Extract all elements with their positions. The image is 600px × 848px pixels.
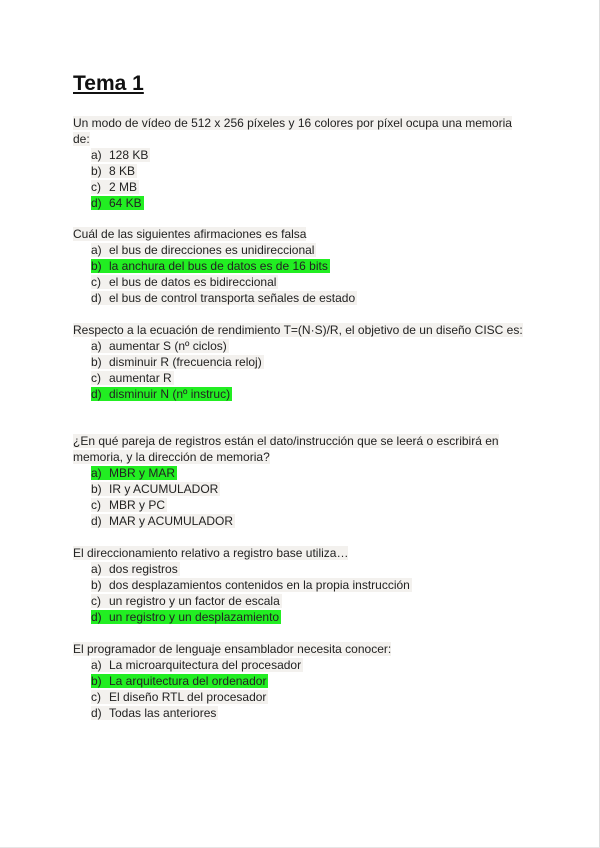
- answer-option: [73, 657, 523, 673]
- answer-option-letter: c): [91, 275, 101, 289]
- answer-option-letter: a): [91, 148, 102, 162]
- answer-option-text: disminuir N (nº instruc): [109, 387, 231, 401]
- answer-option-letter: a): [91, 339, 102, 353]
- answer-option: [73, 689, 523, 705]
- answer-option-letter: b): [91, 355, 102, 369]
- question-text: ¿En qué pareja de registros están el dato/instrucción que se leerá o escribirá en memoria, y la dirección de memoria?: [73, 434, 499, 464]
- question-block: [73, 641, 523, 721]
- answer-option-text: el bus de control transporta señales de estado: [109, 291, 356, 305]
- answer-option-text: 64 KB: [109, 196, 142, 210]
- question-text-line: [73, 641, 523, 657]
- answer-options: [73, 657, 523, 721]
- answer-option-content: [91, 482, 220, 496]
- answer-option-content: [91, 339, 229, 353]
- answer-options: [73, 465, 523, 529]
- page-title: Tema 1: [73, 72, 144, 95]
- answer-option-content: [91, 690, 268, 704]
- question-text: El direccionamiento relativo a registro base utiliza…: [73, 546, 349, 560]
- answer-option-text: aumentar R: [109, 371, 172, 385]
- answer-option-text: MAR y ACUMULADOR: [109, 514, 234, 528]
- answer-option-letter: a): [91, 658, 102, 672]
- answer-option-content: [91, 180, 139, 194]
- answer-option: [73, 163, 523, 179]
- answer-option-letter: a): [91, 243, 102, 257]
- answer-option: [73, 561, 523, 577]
- question-block: [73, 433, 523, 529]
- answer-option-text: MBR y PC: [109, 498, 166, 512]
- question-text: Respecto a la ecuación de rendimiento T=(N·S)/R, el objetivo de un diseño CISC es:: [73, 323, 523, 337]
- question-text: El programador de lenguaje ensamblador necesita conocer:: [73, 642, 392, 656]
- answer-option-content: [91, 164, 137, 178]
- answer-option: [73, 497, 523, 513]
- answer-option-text: el bus de direcciones es unidireccional: [109, 243, 315, 257]
- answer-option-letter: d): [91, 196, 102, 210]
- answer-option-correct: [73, 258, 523, 274]
- answer-option-text: la anchura del bus de datos es de 16 bits: [109, 259, 328, 273]
- answer-option-letter: d): [91, 387, 102, 401]
- answer-option: [73, 242, 523, 258]
- answer-option-text: disminuir R (frecuencia reloj): [109, 355, 262, 369]
- answer-option-content: [91, 706, 218, 720]
- question-block: [73, 115, 523, 211]
- answer-option-content: [91, 259, 330, 273]
- answer-option-letter: c): [91, 690, 101, 704]
- answer-option-letter: b): [91, 259, 102, 273]
- answer-option: [73, 577, 523, 593]
- answer-option-text: el bus de datos es bidireccional: [109, 275, 277, 289]
- answer-option-text: La arquitectura del ordenador: [109, 674, 267, 688]
- question-text-line: [73, 545, 523, 561]
- question-block: [73, 545, 523, 625]
- answer-option-content: [91, 355, 264, 369]
- answer-option-text: El diseño RTL del procesador: [109, 690, 267, 704]
- answer-option-correct: [73, 386, 523, 402]
- answer-option: [73, 513, 523, 529]
- question-text: Un modo de vídeo de 512 x 256 píxeles y 16 colores por píxel ocupa una memoria de:: [73, 116, 512, 146]
- answer-option-content: [91, 594, 282, 608]
- answer-option: [73, 705, 523, 721]
- answer-option-correct: [73, 195, 523, 211]
- answer-option-letter: a): [91, 466, 102, 480]
- answer-option-correct: [73, 673, 523, 689]
- answer-option: [73, 290, 523, 306]
- answer-option-letter: b): [91, 578, 102, 592]
- answer-option-content: [91, 562, 180, 576]
- answer-option-content: [91, 466, 177, 480]
- answer-option: [73, 370, 523, 386]
- answer-option-text: 2 MB: [109, 180, 138, 194]
- answer-option-text: 128 KB: [109, 148, 149, 162]
- answer-option-text: 8 KB: [109, 164, 136, 178]
- answer-option-letter: b): [91, 164, 102, 178]
- answer-option-content: [91, 610, 281, 624]
- answer-option: [73, 179, 523, 195]
- answer-options: [73, 561, 523, 625]
- answer-option-content: [91, 371, 174, 385]
- answer-option: [73, 593, 523, 609]
- answer-option-text: dos registros: [109, 562, 178, 576]
- answer-option-letter: c): [91, 498, 101, 512]
- question-text-line: [73, 226, 523, 242]
- answer-option-text: aumentar S (nº ciclos): [109, 339, 227, 353]
- answer-option-letter: d): [91, 706, 102, 720]
- answer-option-text: dos desplazamientos contenidos en la propia instrucción: [109, 578, 410, 592]
- answer-option-letter: d): [91, 291, 102, 305]
- answer-option-content: [91, 658, 303, 672]
- answer-option-letter: b): [91, 482, 102, 496]
- question-text-line: [73, 115, 523, 147]
- answer-option-letter: a): [91, 562, 102, 576]
- answer-option-letter: b): [91, 674, 102, 688]
- answer-option-text: Todas las anteriores: [109, 706, 217, 720]
- answer-option-text: IR y ACUMULADOR: [109, 482, 219, 496]
- answer-option-letter: c): [91, 371, 101, 385]
- answer-option-text: un registro y un desplazamiento: [109, 610, 280, 624]
- answer-option: [73, 274, 523, 290]
- answer-option-text: MBR y MAR: [109, 466, 175, 480]
- answer-option: [73, 147, 523, 163]
- answer-option-letter: c): [91, 594, 101, 608]
- answer-options: [73, 242, 523, 306]
- answer-option-letter: d): [91, 514, 102, 528]
- answer-option: [73, 338, 523, 354]
- answer-option-content: [91, 514, 235, 528]
- answer-options: [73, 338, 523, 402]
- answer-option-content: [91, 196, 144, 210]
- answer-option-content: [91, 148, 150, 162]
- answer-option-letter: d): [91, 610, 102, 624]
- answer-options: [73, 147, 523, 211]
- answer-option-text: un registro y un factor de escala: [109, 594, 280, 608]
- answer-option-content: [91, 275, 278, 289]
- answer-option-correct: [73, 609, 523, 625]
- answer-option-content: [91, 291, 357, 305]
- question-text-line: [73, 433, 523, 465]
- answer-option-content: [91, 387, 232, 401]
- answer-option: [73, 481, 523, 497]
- question-block: [73, 226, 523, 306]
- answer-option-content: [91, 498, 167, 512]
- answer-option: [73, 354, 523, 370]
- answer-option-content: [91, 243, 316, 257]
- question-block: [73, 322, 523, 402]
- question-text: Cuál de las siguientes afirmaciones es falsa: [73, 227, 307, 241]
- answer-option-content: [91, 674, 268, 688]
- question-text-line: [73, 322, 523, 338]
- answer-option-letter: c): [91, 180, 101, 194]
- answer-option-correct: [73, 465, 523, 481]
- answer-option-content: [91, 578, 412, 592]
- answer-option-text: La microarquitectura del procesador: [109, 658, 302, 672]
